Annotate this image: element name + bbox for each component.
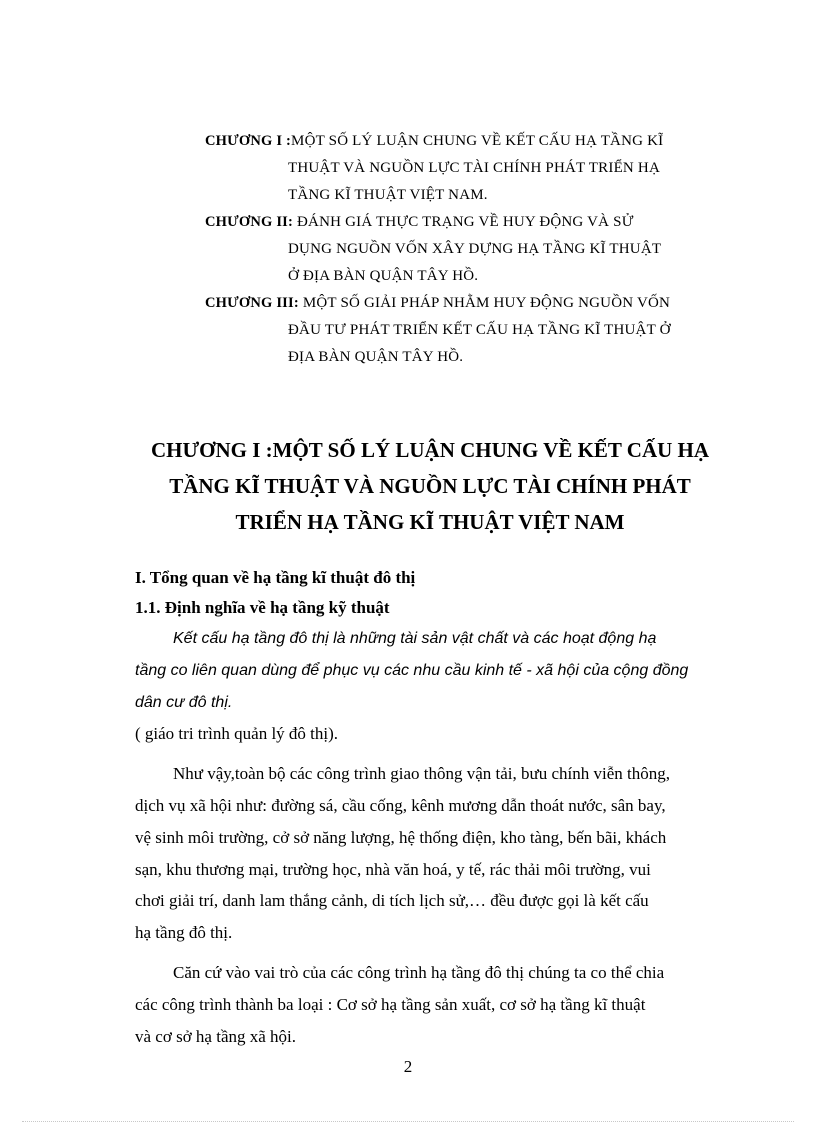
toc-text: MỘT SỐ LÝ LUẬN CHUNG VỀ KẾT CẤU HẠ TẦNG KĨ xyxy=(291,133,664,149)
toc-text: Ở ĐỊA BÀN QUẬN TÂY HỒ. xyxy=(288,268,479,284)
toc-text: ĐẦU TƯ PHÁT TRIỂN KẾT CẤU HẠ TẦNG KĨ THUẬT Ở xyxy=(288,322,671,338)
page-number: 2 xyxy=(403,1057,413,1076)
chapter-heading-line: TRIỂN HẠ TẦNG KĨ THUẬT VIỆT NAM xyxy=(235,510,625,534)
toc-label: CHƯƠNG I : xyxy=(205,133,292,149)
toc-text: ĐÁNH GIÁ THỰC TRẠNG VỀ HUY ĐỘNG VÀ SỬ xyxy=(297,214,634,230)
toc-text: MỘT SỐ GIẢI PHÁP NHẰM HUY ĐỘNG NGUỒN VỐN xyxy=(302,295,671,311)
page-border xyxy=(22,1121,794,1122)
body-text xyxy=(135,563,740,1052)
table-of-contents xyxy=(205,128,745,371)
paragraph-line: và cơ sở hạ tầng xã hội. xyxy=(135,1026,297,1046)
subsection-title: 1.1. Định nghĩa về hạ tầng kỹ thuật xyxy=(135,598,390,617)
toc-text: ĐỊA BÀN QUẬN TÂY HỒ. xyxy=(288,349,464,365)
paragraph xyxy=(135,957,740,1052)
paragraph-line: Kết cấu hạ tầng đô thị là những tài sản vật chất và các hoạt động hạ xyxy=(173,630,657,647)
toc-entry-chapter-1 xyxy=(205,128,745,209)
toc-line xyxy=(205,128,745,155)
paragraph-line: các công trình thành ba loại : Cơ sở hạ tầng sản xuất, cơ sở hạ tầng kĩ thuật xyxy=(135,994,646,1014)
chapter-heading-line: CHƯƠNG I :MỘT SỐ LÝ LUẬN CHUNG VỀ KẾT CẤU HẠ xyxy=(150,438,710,462)
paragraph-line: dịch vụ xã hội như: đường sá, cầu cống, kênh mương dẫn thoát nước, sân bay, xyxy=(135,795,666,815)
section-title: I. Tổng quan về hạ tầng kĩ thuật đô thị xyxy=(135,568,416,587)
chapter-heading xyxy=(120,432,740,540)
toc-text: THUẬT VÀ NGUỒN LỰC TÀI CHÍNH PHÁT TRIỂN HẠ xyxy=(288,160,660,176)
paragraph-line: tầng co liên quan dùng để phục vụ các nhu cầu kinh tế - xã hội của cộng đồng xyxy=(135,661,689,679)
toc-line xyxy=(205,290,745,317)
definition-paragraph xyxy=(135,623,740,750)
paragraph xyxy=(135,758,740,949)
toc-label: CHƯƠNG II: xyxy=(205,214,294,230)
paragraph-line: Căn cứ vào vai trò của các công trình hạ tầng đô thị chúng ta co thể chia xyxy=(173,962,665,982)
paragraph-line: vệ sinh môi trường, cở sở năng lượng, hệ thống điện, kho tàng, bến bãi, khách xyxy=(135,827,667,847)
toc-text: TẦNG KĨ THUẬT VIỆT NAM. xyxy=(288,187,488,203)
toc-line xyxy=(205,209,745,236)
definition-tail: dân cư đô thị. xyxy=(135,693,233,711)
paragraph-line: hạ tầng đô thị. xyxy=(135,923,233,943)
toc-text: DỤNG NGUỒN VỐN XÂY DỰNG HẠ TẦNG KĨ THUẬT xyxy=(288,241,662,257)
toc-label: CHƯƠNG III: xyxy=(205,295,299,311)
toc-entry-chapter-3 xyxy=(205,290,745,371)
toc-entry-chapter-2 xyxy=(205,209,745,290)
paragraph-line xyxy=(135,687,740,751)
paragraph-line: sạn, khu thương mại, trường học, nhà văn hoá, y tế, rác thải môi trường, vui xyxy=(135,859,651,879)
chapter-heading-line: TẦNG KĨ THUẬT VÀ NGUỒN LỰC TÀI CHÍNH PHÁT xyxy=(169,474,691,498)
paragraph-line: chơi giải trí, danh lam thắng cảnh, di tích lịch sử,… đều được gọi là kết cấu xyxy=(135,891,649,911)
paragraph-line: Như vậy,toàn bộ các công trình giao thông vận tải, bưu chính viễn thông, xyxy=(173,764,670,784)
citation: ( giáo tri trình quản lý đô thị). xyxy=(135,724,339,744)
